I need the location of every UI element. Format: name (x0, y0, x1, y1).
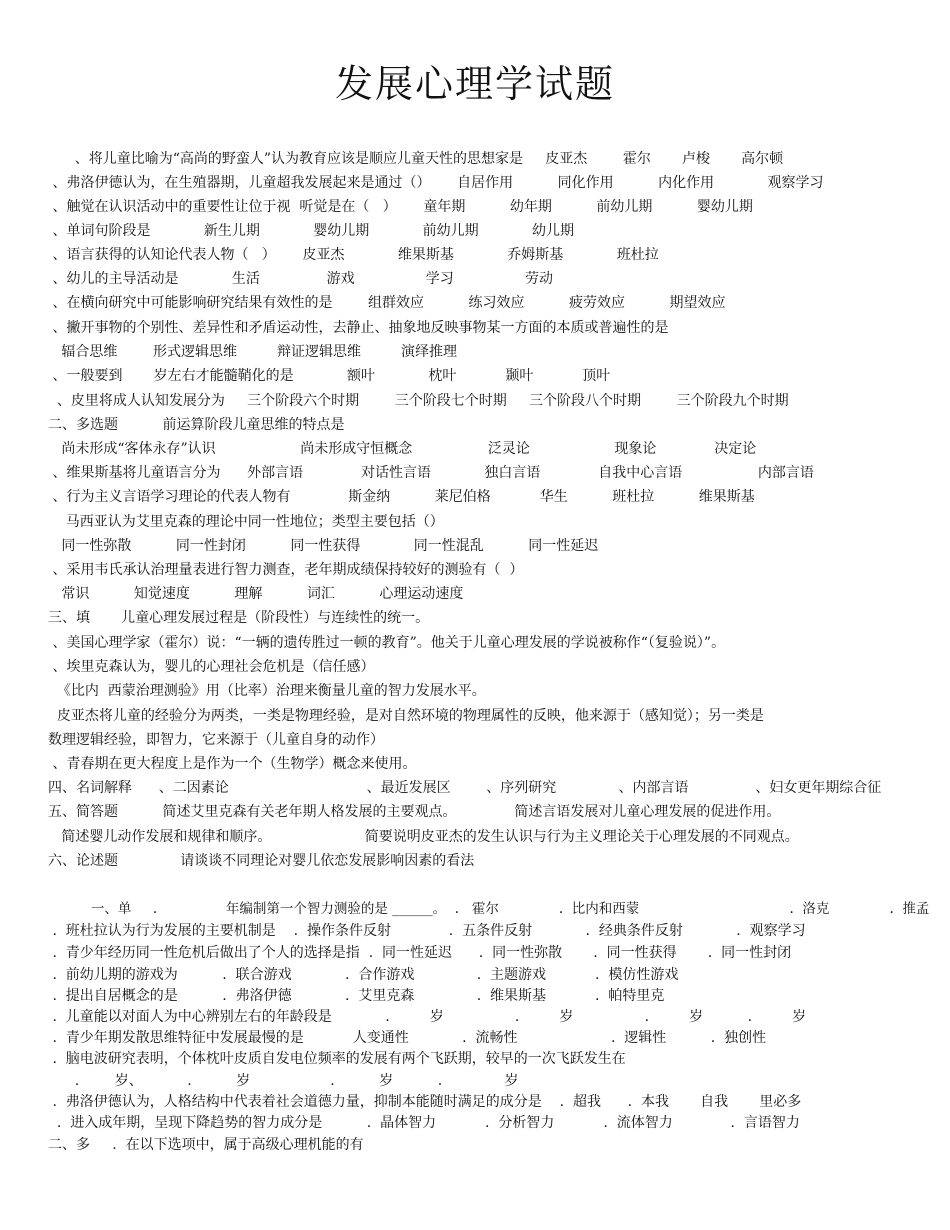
question-line: . 青少年期发散思维特征中发展最慢的是 人变通性 . 流畅性 . 逻辑性 . 独创性 (48, 1030, 767, 1046)
question-line: 、触觉在认识活动中的重要性让位于视 听觉是在（ ） 童年期 幼年期 前幼儿期 婴幼儿期 (48, 199, 753, 215)
question-line: 数理逻辑经验，即智力，它来源于（儿童自身的动作） (48, 732, 384, 748)
section-heading: 二、多选题 前运算阶段儿童思维的特点是 (48, 417, 345, 433)
question-line: 、语言获得的认知论代表人物（ ） 皮亚杰 维果斯基 乔姆斯基 班杜拉 (48, 247, 659, 263)
question-line: 、弗洛伊德认为，在生殖器期，儿童超我发展起来是通过（） 自居作用 同化作用 内化作用 观察学习 (48, 175, 824, 191)
section-heading: 三、填 儿童心理发展过程是（阶段性）与连续性的统一。 (48, 610, 430, 626)
question-line: 、单词句阶段是 新生儿期 婴幼儿期 前幼儿期 幼儿期 (48, 223, 575, 239)
question-line: 《比内 西蒙治理测验》用（比率）治理来衡量儿童的智力发展水平。 (48, 683, 486, 699)
question-line: 、青春期在更大程度上是作为一个（生物学）概念来使用。 (48, 756, 417, 772)
question-line: . 脑电波研究表明，个体枕叶皮质自发电位频率的发展有两个飞跃期，较早的一次飞跃发生在 (48, 1051, 626, 1067)
question-line: 、行为主义言语学习理论的代表人物有 斯金纳 莱尼伯格 华生 班杜拉 维果斯基 (48, 489, 755, 505)
option-line: 同一性弥散 同一性封闭 同一性获得 同一性混乱 同一性延迟 (48, 538, 599, 554)
question-line: 、撇开事物的个别性、差异性和矛盾运动性，去静止、抽象地反映事物某一方面的本质或普遍性的是 (48, 320, 669, 336)
option-line: 辐合思维 形式逻辑思维 辩证逻辑思维 演绎推理 (48, 344, 458, 360)
question-line: . 提出自居概念的是 . 弗洛伊德 . 艾里克森 . 维果斯基 . 帕特里克 (48, 988, 665, 1004)
question-line: . 班杜拉认为行为发展的主要机制是 . 操作条件反射 . 五条件反射 . 经典条件反射 . 观察学习 (48, 923, 806, 939)
option-line: 尚未形成“客体永存”认识 尚未形成守恒概念 泛灵论 现象论 决定论 (48, 441, 757, 457)
option-line: 常识 知觉速度 理解 词汇 心理运动速度 (48, 586, 464, 602)
question-line: 、埃里克森认为，婴儿的心理社会危机是（信任感） (48, 659, 375, 675)
question-line: . 弗洛伊德认为，人格结构中代表着社会道德力量，抑制本能随时满足的成分是 . 超我 . 本我 自我 里必多 (48, 1094, 802, 1110)
question-line: 、美国心理学家（霍尔）说：“一辆的遗传胜过一顿的教育”。他关于儿童心理发展的学说被称作“（复验说）”。 (48, 635, 726, 651)
section-heading: 六、论述题 请谈谈不同理论对婴儿依恋发展影响因素的看法 (48, 853, 475, 869)
question-line: 简述婴儿动作发展和规律和顺序。 简要说明皮亚杰的发生认识与行为主义理论关于心理发展的不同观点。 (48, 829, 799, 845)
question-line: . 青少年经历同一性危机后做出了个人的选择是指 . 同一性延迟 . 同一性弥散 . 同一性获得 . 同一性封闭 (48, 945, 792, 961)
question-line: 、维果斯基将儿童语言分为 外部言语 对话性言语 独白言语 自我中心言语 内部言语 (48, 465, 814, 481)
section-heading: 五、简答题 简述艾里克森有关老年期人格发展的主要观点。 简述言语发展对儿童心理发展的促进作用。 (48, 804, 781, 820)
question-line: . 前幼儿期的游戏为 . 联合游戏 . 合作游戏 . 主题游戏 . 模仿性游戏 (48, 967, 679, 983)
option-line: . 岁、 . 岁 . 岁 . 岁 (48, 1073, 519, 1089)
section-heading: 二、多 . 在以下选项中，属于高级心理机能的有 (48, 1137, 364, 1153)
question-line: 、将儿童比喻为“高尚的野蛮人”认为教育应该是顺应儿童天性的思想家是 皮亚杰 霍尔 卢梭 高尔顿 (48, 151, 784, 167)
question-line: 马西亚认为艾里克森的理论中同一性地位；类型主要包括（） (48, 514, 444, 530)
question-line: . 儿童能以对面人为中心辨别左右的年龄段是 . 岁 . 岁 . 岁 . 岁 (48, 1009, 807, 1025)
page-title: 发展心理学试题 (334, 62, 615, 106)
section-heading: 一、单 . 年编制第一个智力测验的是 ______。 . 霍尔 . 比内和西蒙 . 洛克 . 推孟 (48, 901, 930, 917)
section-heading: 四、名词解释 、二因素论 、最近发展区 、序列研究 、内部言语 、妇女更年期综合征 (48, 780, 882, 796)
question-line: 、皮里将成人认知发展分为 三个阶段六个时期 三个阶段七个时期 三个阶段八个时期 三个阶段九个时期 (48, 393, 789, 409)
question-line: 、幼儿的主导活动是 生活 游戏 学习 劳动 (48, 271, 554, 287)
question-line: 、采用韦氏承认治理量表进行智力测查，老年期成绩保持较好的测验有（ ） (48, 562, 524, 578)
question-line: 、在横向研究中可能影响研究结果有效性的是 组群效应 练习效应 疲劳效应 期望效应 (48, 295, 726, 311)
question-line: 、一般要到 岁左右才能髓鞘化的是 额叶 枕叶 颞叶 顶叶 (48, 368, 611, 384)
question-line: . 进入成年期，呈现下降趋势的智力成分是 . 晶体智力 . 分析智力 . 流体智力 . 言语智力 (48, 1115, 800, 1131)
question-line: 皮亚杰将儿童的经验分为两类，一类是物理经验，是对自然环境的物理属性的反映，他来源于（感知觉）；另一类是 (48, 708, 764, 724)
